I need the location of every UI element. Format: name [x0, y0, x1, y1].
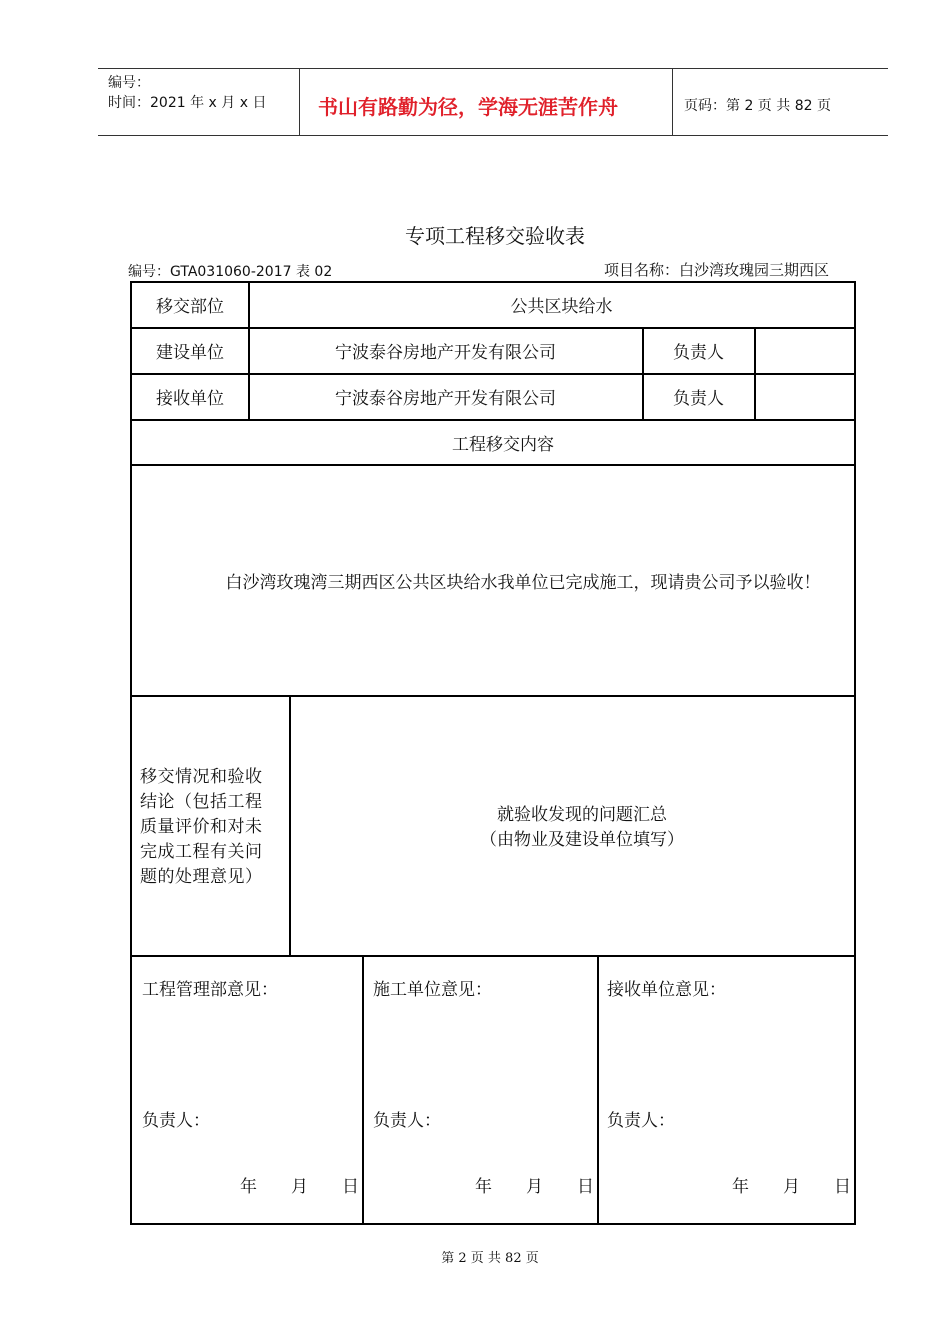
header-serial: 编号： [108, 75, 150, 91]
content-text: 白沙湾玫瑰湾三期西区公共区块给水我单位已完成施工，现请贵公司予以验收！ [225, 572, 821, 593]
transfer-part-label: 移交部位 [156, 297, 224, 317]
opinion-title-management: 工程管理部意见： [142, 980, 278, 1000]
opinion-title-construction: 施工单位意见： [373, 980, 492, 1000]
opinion-date-construction: 年 月 日 [475, 1177, 594, 1197]
header-divider-right [672, 68, 673, 135]
opinion-title-receiver: 接收单位意见： [607, 980, 726, 1000]
header-divider-left [299, 68, 300, 135]
opinion-date-receiver: 年 月 日 [732, 1177, 851, 1197]
opinion-person-receiver: 负责人： [607, 1111, 675, 1131]
conclusion-label: 移交情况和验收结论（包括工程质量评价和对未完成工程有关问题的处理意见） [140, 767, 263, 887]
header-motto: 书山有路勤为径，学海无涯苦作舟 [318, 95, 618, 119]
content-heading: 工程移交内容 [452, 434, 554, 455]
conclusion-line-1: 就验收发现的问题汇总 [497, 805, 667, 825]
conclusion-line-2: （由物业及建设单位填写） [480, 830, 684, 850]
builder-person-value[interactable] [755, 328, 854, 373]
receiver-label: 接收单位 [156, 389, 224, 409]
transfer-part-value: 公共区块给水 [510, 297, 613, 317]
opinion-person-construction: 负责人： [373, 1111, 441, 1131]
receiver-person-value[interactable] [755, 374, 854, 419]
header-bottom-rule [98, 135, 888, 136]
builder-label: 建设单位 [156, 343, 224, 363]
opinion-date-management: 年 月 日 [240, 1177, 359, 1197]
col-rule [362, 955, 364, 1224]
row-rule [131, 955, 855, 957]
header-top-rule [98, 68, 888, 69]
page-footer: 第 2 页 共 82 页 [441, 1251, 539, 1266]
project-name: 项目名称：白沙湾玫瑰园三期西区 [604, 261, 830, 279]
col-rule [597, 955, 599, 1224]
conclusion-summary [290, 803, 854, 853]
header-page-info: 页码：第 2 页 共 82 页 [684, 98, 831, 114]
form-code: 编号：GTA031060-2017 表 02 [128, 264, 333, 280]
builder-person-label: 负责人 [673, 343, 724, 363]
opinion-person-management: 负责人： [142, 1111, 210, 1131]
builder-value: 宁波泰谷房地产开发有限公司 [335, 343, 556, 363]
header-time: 时间：2021 年 x 月 x 日 [108, 95, 267, 111]
form-title: 专项工程移交验收表 [405, 224, 585, 248]
receiver-value: 宁波泰谷房地产开发有限公司 [335, 389, 556, 409]
row-rule [131, 695, 855, 697]
receiver-person-label: 负责人 [673, 389, 724, 409]
